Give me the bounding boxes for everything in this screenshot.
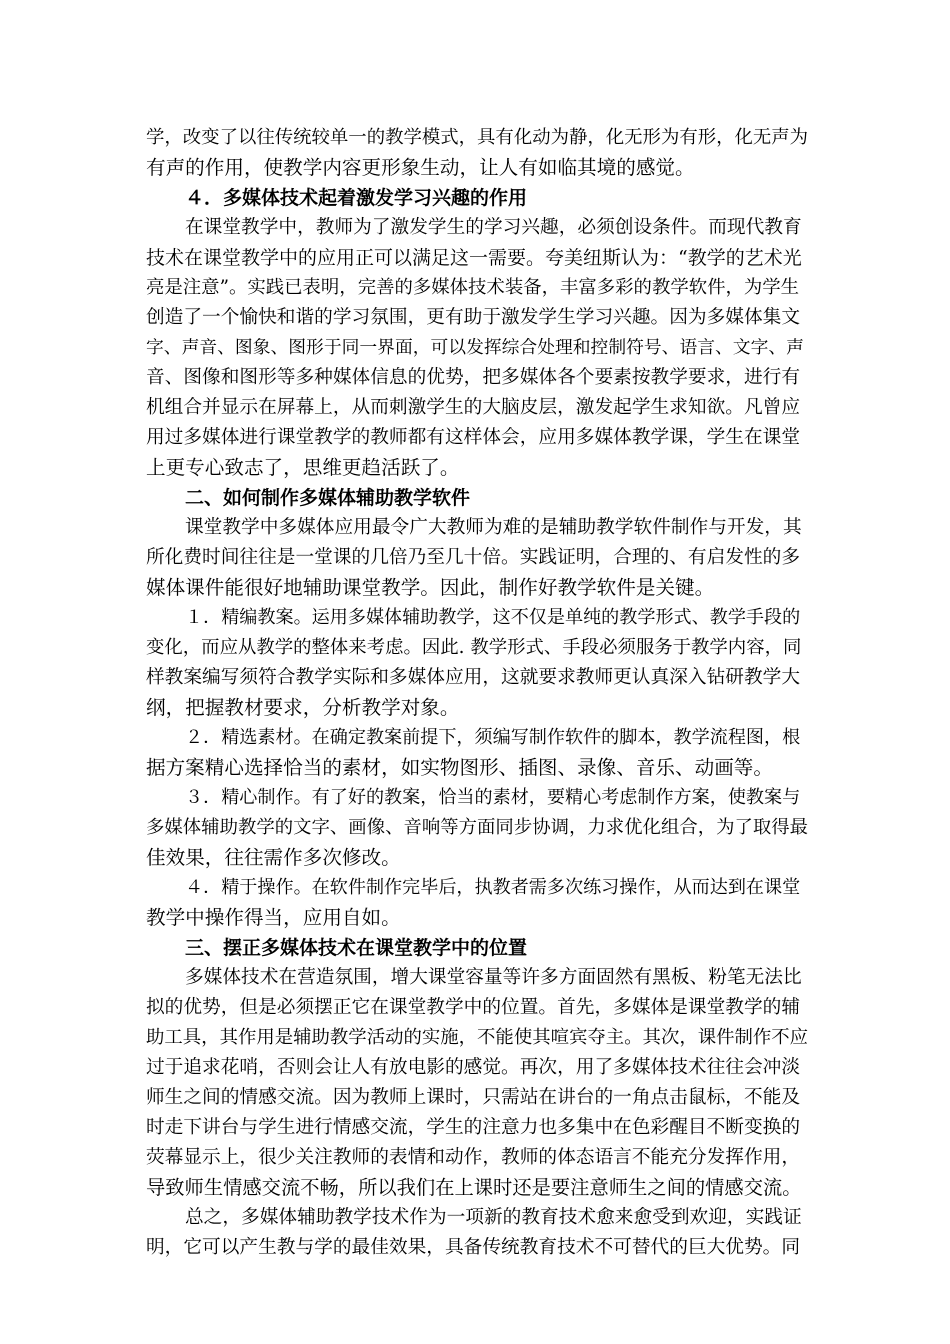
text-line: 样教案编写须符合教学实际和多媒体应用，这就要求教师更认真深入钻研教学大 xyxy=(146,667,801,688)
text-line: 总之，多媒体辅助教学技术作为一项新的教育技术愈来愈受到欢迎，实践证 xyxy=(185,1207,802,1228)
text-line: 拟的优势，但是必须摆正它在课堂教学中的位置。首先，多媒体是课堂教学的辅 xyxy=(146,997,801,1018)
text-line: ２．精选素材。在确定教案前提下，须编写制作软件的脚本，教学流程图，根 xyxy=(185,727,801,748)
text-line: 所化费时间往往是一堂课的几倍乃至几十倍。实践证明，合理的、有启发性的多 xyxy=(146,547,801,568)
text-line: ４．精于操作。在软件制作完毕后，执教者需多次练习操作，从而达到在课堂 xyxy=(185,877,801,898)
text-line: ３．精心制作。有了好的教案，恰当的素材，要精心考虑制作方案，使教案与 xyxy=(185,787,801,808)
text-line: 上更专心致志了，思维更趋活跃了。 xyxy=(146,456,460,479)
text-line: 创造了一个愉快和谐的学习氛围，更有助于激发学生学习兴趣。因为多媒体集文 xyxy=(146,307,801,328)
text-line: 有声的作用，使教学内容更形象生动，让人有如临其境的感觉。 xyxy=(146,156,695,179)
text-line: 技术在课堂教学中的应用正可以满足这一需要。夸美纽斯认为：“教学的艺术光 xyxy=(146,247,802,269)
text-line: 据方案精心选择恰当的素材，如实物图形、插图、录像、音乐、动画等。 xyxy=(146,756,773,779)
section-heading: ４．多媒体技术起着激发学习兴趣的作用 xyxy=(185,187,528,209)
section-heading: 二、如何制作多媒体辅助教学软件 xyxy=(185,487,471,509)
text-line: 助工具，其作用是辅助教学活动的实施，不能使其喧宾夺主。其次，课件制作不应 xyxy=(146,1027,809,1048)
text-line: 用过多媒体进行课堂教学的教师都有这样体会，应用多媒体教学课，学生在课堂 xyxy=(146,427,801,448)
text-line: 课堂教学中多媒体应用最令广大教师为难的是辅助教学软件制作与开发，其 xyxy=(185,517,802,538)
text-line: 学，改变了以往传统较单一的教学模式，具有化动为静，化无形为有形，化无声为 xyxy=(146,127,809,148)
text-line: 机组合并显示在屏幕上，从而刺激学生的大脑皮层，激发起学生求知欲。凡曾应 xyxy=(146,397,801,418)
text-line: 教学中操作得当，应用自如。 xyxy=(146,906,401,929)
text-line: 变化，而应从教学的整体来考虑。因此. 教学形式、手段必须服务于教学内容，同 xyxy=(146,637,802,658)
text-line: 媒体课件能很好地辅助课堂教学。因此，制作好教学软件是关键。 xyxy=(146,576,715,599)
text-line: 明，它可以产生教与学的最佳效果，具备传统教育技术不可替代的巨大优势。同 xyxy=(146,1237,801,1258)
text-line: 音、图像和图形等多种媒体信息的优势，把多媒体各个要素按教学要求，进行有 xyxy=(146,367,801,388)
text-line: 亮是注意”。实践已表明，完善的多媒体技术装备，丰富多彩的教学软件，为学生 xyxy=(146,277,800,298)
text-line: 师生之间的情感交流。因为教师上课时，只需站在讲台的一角点击鼠标，不能及 xyxy=(146,1087,801,1108)
text-line: 荧幕显示上，很少关注教师的表情和动作，教师的体态语言不能充分发挥作用， xyxy=(146,1147,801,1168)
text-line: 纲，把握教材要求，分析教学对象。 xyxy=(146,696,460,719)
text-line: 时走下讲台与学生进行情感交流，学生的注意力也多集中在色彩醒目不断变换的 xyxy=(146,1117,801,1138)
text-line: １．精编教案。运用多媒体辅助教学，这不仅是单纯的教学形式、教学手段的 xyxy=(185,607,801,628)
text-line: 佳效果，往往需作多次修改。 xyxy=(146,846,401,869)
text-line: 过于追求花哨，否则会让人有放电影的感觉。再次，用了多媒体技术往往会冲淡 xyxy=(146,1057,801,1078)
section-heading: 三、摆正多媒体技术在课堂教学中的位置 xyxy=(185,937,528,959)
text-line: 多媒体技术在营造氛围，增大课堂容量等许多方面固然有黑板、粉笔无法比 xyxy=(185,967,802,988)
text-line: 字、声音、图象、图形于同一界面，可以发挥综合处理和控制符号、语言、文字、声 xyxy=(146,337,804,358)
text-line: 在课堂教学中，教师为了激发学生的学习兴趣，必须创设条件。而现代教育 xyxy=(185,217,802,238)
text-line: 多媒体辅助教学的文字、画像、音响等方面同步协调，力求优化组合，为了取得最 xyxy=(146,817,809,838)
text-line: 导致师生情感交流不畅，所以我们在上课时还是要注意师生之间的情感交流。 xyxy=(146,1176,802,1199)
